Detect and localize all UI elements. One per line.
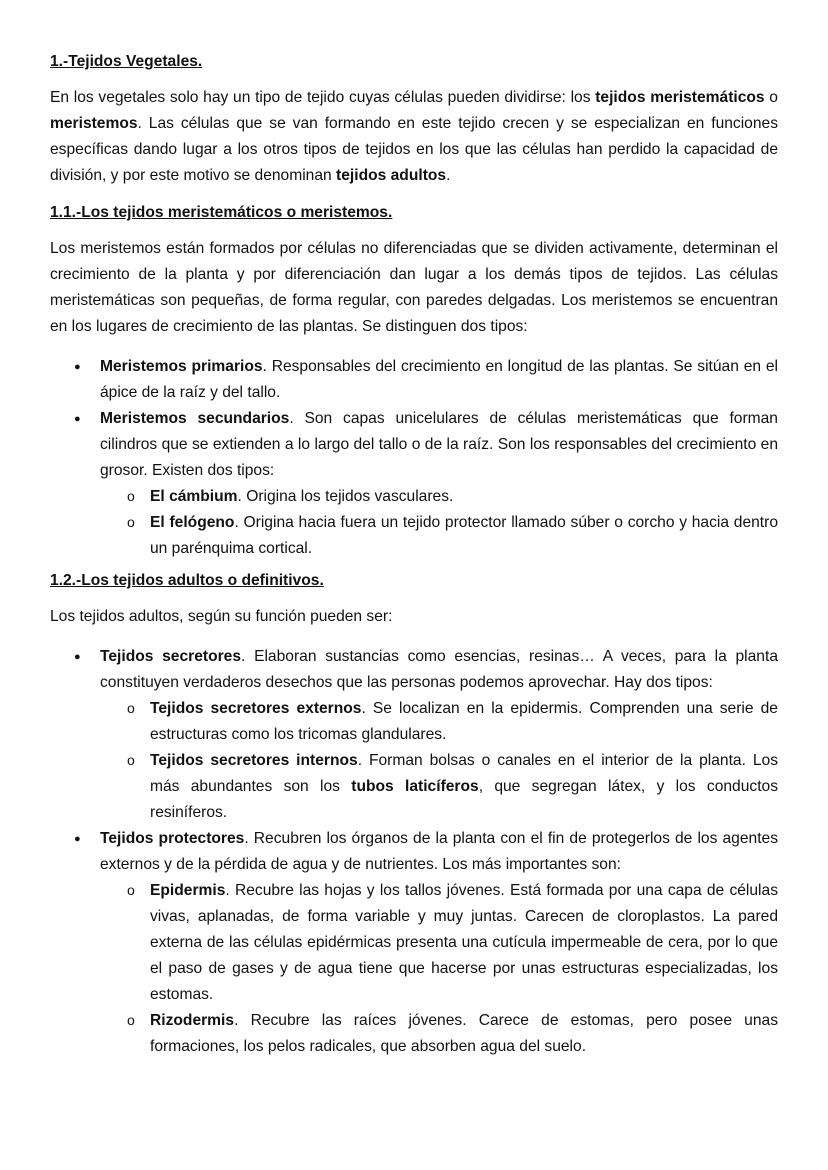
section-heading: 1.1.-Los tejidos meristemáticos o meristemos. [50,204,393,221]
text-run: . Recubre las hojas y los tallos jóvenes. Está formada por una capa de células vivas, aplanadas, de forma variable y muy juntas. Carecen de cloroplastos. La pared externa de las células epidérmicas presenta una cutícula impermeable de cera, por lo que el paso de gases y de agua tiene que hacerse por unas estructuras especializadas, los estomas. [150,882,778,1003]
text-run: . Las células que se van formando en este tejido crecen y se especializan en funciones específicas dando lugar a los otros tipos de tejidos en los que las células han perdido la capacidad de división, y por este motivo se denominan [50,115,778,184]
bold-term: Meristemos primarios [100,358,263,375]
bold-term: Rizodermis [150,1012,235,1029]
text-run: . Son capas unicelulares de células meristemáticas que forman cilindros que se extienden a lo largo del tallo o de la raíz. Son los responsables del crecimiento en grosor. Existen dos tipos: [100,410,778,479]
text-run: . Se localizan en la epidermis. Comprenden una serie de estructuras como los tricomas glandulares. [150,700,778,743]
sub-bullet-item [50,510,778,562]
bullet-list [50,354,778,562]
bullet-item [50,354,778,406]
bold-term: tubos laticíferos [351,778,479,795]
bold-term: meristemos [50,115,138,132]
paragraph [50,85,778,189]
bold-term: Tejidos secretores [100,648,242,665]
paragraph [50,236,778,340]
text-run: . Forman bolsas o canales en el interior de la planta. Los más abundantes son los [150,752,778,795]
text-run: . Elaboran sustancias como esencias, resinas… A veces, para la planta constituyen verdaderos desechos que las personas podemos aprovechar. Hay dos tipos: [100,648,778,691]
bold-term: Tejidos secretores internos [150,752,358,769]
text-run: . Recubren los órganos de la planta con el fin de protegerlos de los agentes externos y de la pérdida de agua y de nutrientes. Los más importantes son: [100,830,778,873]
bullet-item [50,826,778,878]
bold-term: Tejidos protectores [100,830,245,847]
sub-bullet-item [50,696,778,748]
bold-term: Tejidos secretores externos [150,700,362,717]
bold-term: El felógeno [150,514,235,531]
sub-bullet-item [50,484,778,510]
section-heading: 1.-Tejidos Vegetales. [50,53,203,70]
text-run: Los meristemos están formados por células no diferenciadas que se dividen activamente, determinan el crecimiento de la planta y por diferenciación dan lugar a los demás tipos de tejidos. Las células meristemáticas son pequeñas, de forma regular, con paredes delgadas. Los meristemos se encuentran en los lugares de crecimiento de las plantas. Se distinguen dos tipos: [50,240,778,335]
text-run: . Origina los tejidos vasculares. [237,488,454,505]
bullet-item [50,406,778,484]
text-run: En los vegetales solo hay un tipo de tejido cuyas células pueden dividirse: los [50,89,596,106]
document-page [50,49,778,1066]
text-run: . [446,167,451,184]
sub-bullet-item [50,748,778,826]
bullet-list [50,644,778,1060]
bold-term: tejidos adultos [336,167,447,184]
bold-term: tejidos meristemáticos [595,89,765,106]
sub-bullet-item [50,1008,778,1060]
text-run: o [764,89,778,106]
section-heading: 1.2.-Los tejidos adultos o definitivos. [50,572,324,589]
bold-term: Epidermis [150,882,226,899]
text-run: . Recubre las raíces jóvenes. Carece de estomas, pero posee unas formaciones, los pelos radicales, que absorben agua del suelo. [150,1012,778,1055]
paragraph [50,604,778,630]
bullet-item [50,644,778,696]
bold-term: El cámbium [150,488,238,505]
bold-term: Meristemos secundarios [100,410,290,427]
text-run: . Origina hacia fuera un tejido protector llamado súber o corcho y hacia dentro un parénquima cortical. [150,514,778,557]
text-run: . Responsables del crecimiento en longitud de las plantas. Se sitúan en el ápice de la raíz y del tallo. [100,358,779,401]
text-run: Los tejidos adultos, según su función pueden ser: [50,608,393,625]
text-run: , que segregan látex, y los conductos resiníferos. [150,778,778,821]
sub-bullet-item [50,878,778,1008]
